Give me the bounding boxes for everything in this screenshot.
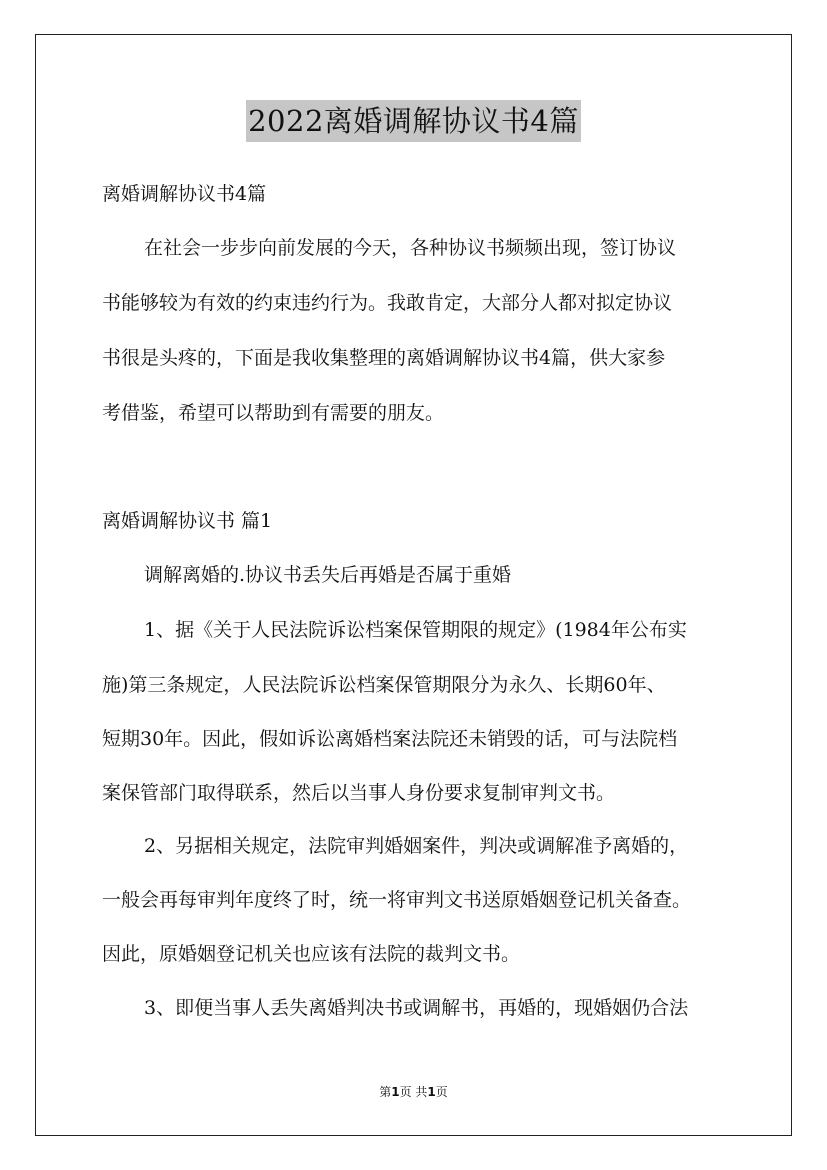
section-line-1: 调解离婚的.协议书丢失后再婚是否属于重婚: [144, 564, 512, 586]
document-title: 2022离婚调解协议书4篇: [246, 100, 581, 142]
intro-line-4: 考借鉴，希望可以帮助到有需要的朋友。: [102, 402, 445, 424]
document-subtitle: 离婚调解协议书4篇: [102, 183, 267, 205]
footer-current-page: 1: [391, 1085, 400, 1099]
section-line-8: 因此，原婚姻登记机关也应该有法院的裁判文书。: [102, 943, 521, 965]
section-line-2: 1、据《关于人民法院诉讼档案保管期限的规定》(1984年公布实: [144, 619, 687, 641]
footer-suffix: 页: [435, 1085, 448, 1099]
page-footer: [0, 1084, 827, 1100]
section-line-9: 3、即便当事人丢失离婚判决书或调解书，再婚的，现婚姻仍合法: [144, 997, 689, 1019]
section-heading: 离婚调解协议书 篇1: [102, 510, 273, 532]
footer-prefix: 第: [379, 1085, 392, 1099]
section-line-5: 案保管部门取得联系，然后以当事人身份要求复制审判文书。: [102, 782, 616, 804]
intro-line-1: 在社会一步步向前发展的今天，各种协议书频频出现，签订协议: [144, 237, 677, 259]
section-line-4: 短期30年。因此，假如诉讼离婚档案法院还未销毁的话，可与法院档: [102, 728, 678, 750]
title-container: [0, 100, 827, 142]
intro-line-2: 书能够较为有效的约束违约行为。我敢肯定，大部分人都对拟定协议: [102, 292, 673, 314]
footer-mid: 页 共: [399, 1085, 428, 1099]
intro-line-3: 书很是头疼的，下面是我收集整理的离婚调解协议书4篇，供大家参: [102, 347, 666, 369]
footer-total-pages: 1: [427, 1085, 436, 1099]
section-line-6: 2、另据相关规定，法院审判婚姻案件，判决或调解准予离婚的，: [144, 835, 689, 857]
section-line-7: 一般会再每审判年度终了时，统一将审判文书送原婚姻登记机关备查。: [102, 889, 692, 911]
section-line-3: 施)第三条规定，人民法院诉讼档案保管期限分为永久、长期60年、: [102, 674, 666, 696]
